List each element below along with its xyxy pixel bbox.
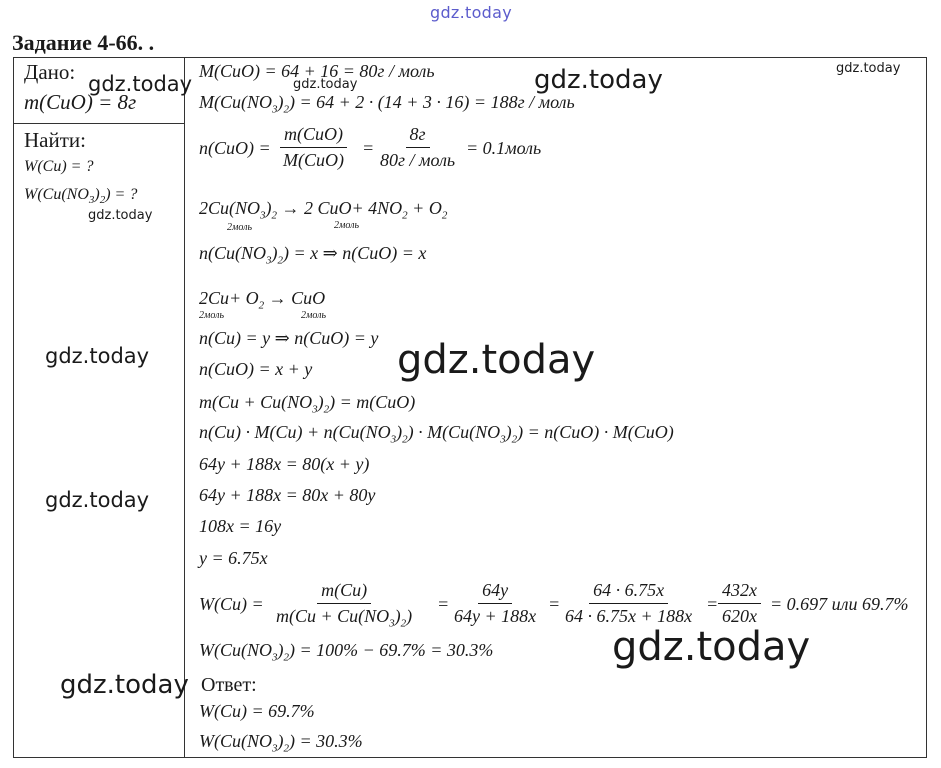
watermark: gdz.today bbox=[45, 488, 150, 512]
n-cuo-sum: n(CuO) = x + y bbox=[199, 359, 313, 379]
molar-mass-cuno32: $M(Cu(NO_3)_2) = 64 + 2 \cdot (14 + 3 \cdot 16) = 188г$ / моль bbox=[199, 92, 575, 116]
watermark: gdz.today bbox=[60, 670, 189, 700]
watermark: gdz.today bbox=[293, 77, 358, 92]
w-cu-result: = 0.697 или 69.7% bbox=[770, 594, 909, 614]
equals-sign: = bbox=[437, 594, 450, 614]
equals-sign: = bbox=[706, 594, 719, 614]
task-title: Задание 4-66. . bbox=[12, 30, 155, 55]
n-cuo-fraction-1: m(CuO) M(CuO) bbox=[279, 124, 348, 171]
watermark: gdz.today bbox=[836, 61, 901, 76]
n-cu-y: n(Cu) = y ⇒ n(CuO) = y bbox=[199, 328, 379, 348]
watermark: gdz.today bbox=[88, 72, 193, 96]
watermark: gdz.today bbox=[534, 65, 663, 95]
watermark: gdz.today bbox=[612, 624, 811, 670]
find-heading: Найти: bbox=[24, 128, 86, 152]
w-cu-fraction-2: $\frac{64y}{64y + 188x}$ bbox=[454, 580, 537, 626]
reaction-1: $2Cu(NO_3)_2 \to 2$ $CuO+ 4NO_2 + O_2$ bbox=[199, 198, 448, 222]
w-cu-lhs: W(Cu) = bbox=[199, 594, 264, 614]
equation-step-4: y = 6.75x bbox=[199, 548, 268, 568]
n-cuno32-x: $n(Cu(NO_3)_2) = x$ ⇒ n(CuO) = x bbox=[199, 243, 427, 267]
given-value: m(CuO) = 8г bbox=[24, 90, 137, 114]
equation-step-2: 64y + 188x = 80x + 80y bbox=[199, 485, 376, 505]
n-cuo-fraction-2: 8г 80г / моль bbox=[380, 124, 456, 170]
column-divider bbox=[184, 58, 185, 757]
w-cu-fraction-3: $\frac{64 \cdot 6.75x}{64 \cdot 6.75x + 188x}$ bbox=[565, 580, 693, 626]
watermark: gdz.today bbox=[45, 344, 150, 368]
answer-w-cu: W(Cu) = 69.7% bbox=[199, 701, 315, 721]
molar-mass-cuo: M(CuO) = 64 + 16 = 80г / моль bbox=[199, 61, 435, 81]
reaction-2-mol-label-left: 2моль bbox=[199, 310, 225, 321]
watermark: gdz.today bbox=[88, 208, 153, 223]
mass-equation: $n(Cu) \cdot M(Cu) + n(Cu(NO_3)_2) \cdot M(Cu(NO_3)_2) = n(CuO) \cdot M(CuO)$ bbox=[199, 422, 674, 446]
find-item-cu: W(Cu) = ? bbox=[24, 158, 94, 175]
equals-sign: = bbox=[362, 138, 375, 158]
equation-step-1: 64y + 188x = 80(x + y) bbox=[199, 454, 370, 474]
mass-balance: $m(Cu + Cu(NO_3)_2) = m(CuO)$ bbox=[199, 392, 416, 416]
w-cuno32-result: $W(Cu(NO_3)_2) = 100\% - 69.7\% = 30.3\%$ bbox=[199, 640, 494, 664]
reaction-1-mol-label-left: 2моль bbox=[227, 222, 253, 233]
answer-heading: Ответ: bbox=[201, 674, 257, 696]
answer-w-cuno32: $W(Cu(NO_3)_2) = 30.3\%$ bbox=[199, 731, 363, 755]
n-cuo-lhs: n(CuO) = bbox=[199, 138, 271, 158]
given-heading: Дано: bbox=[24, 60, 76, 84]
reaction-2: $2Cu+ O_2$ → CuO bbox=[199, 288, 326, 312]
equals-sign: = bbox=[548, 594, 561, 614]
equation-step-3: 108x = 16y bbox=[199, 516, 282, 536]
site-header-link[interactable]: gdz.today bbox=[430, 3, 512, 22]
reaction-2-mol-label-right: 2моль bbox=[301, 310, 327, 321]
find-item-cuno32: $W(Cu(NO_3)_2)$ = ? bbox=[24, 186, 138, 207]
reaction-1-mol-label-right: 2моль bbox=[334, 220, 360, 231]
watermark: gdz.today bbox=[397, 337, 596, 383]
n-cuo-result: = 0.1моль bbox=[466, 138, 542, 158]
w-cu-fraction-1: $\frac{m(Cu)}{m(Cu + Cu(NO_3)_2)}$ bbox=[276, 580, 413, 630]
w-cu-fraction-4: $\frac{432x}{620x}$ bbox=[718, 580, 761, 627]
given-find-divider bbox=[14, 123, 184, 124]
